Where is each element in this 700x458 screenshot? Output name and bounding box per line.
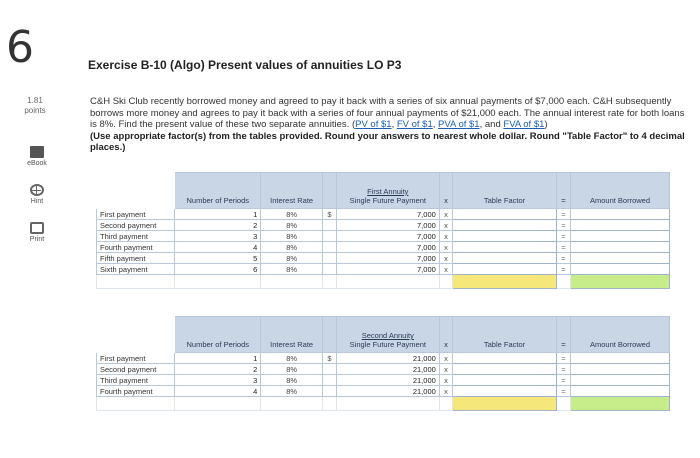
- row-multiply: x: [439, 375, 452, 386]
- total-blank: [336, 275, 439, 289]
- total-blank: [97, 397, 175, 411]
- row-rate: 8%: [261, 242, 323, 253]
- amount-borrowed-input[interactable]: [571, 253, 670, 264]
- col-payment: [336, 317, 439, 353]
- col-x: x: [439, 317, 452, 353]
- table-row: [97, 264, 670, 275]
- row-rate: 8%: [261, 209, 323, 220]
- row-dollar: [323, 264, 337, 275]
- table-factor-input[interactable]: [453, 242, 557, 253]
- row-multiply: x: [439, 242, 452, 253]
- print-button[interactable]: [22, 222, 52, 243]
- sep: ,: [391, 119, 397, 130]
- table-factor-input[interactable]: [453, 375, 557, 386]
- table-row: [97, 375, 670, 386]
- first-annuity-table: [96, 172, 670, 289]
- total-blank: [175, 397, 261, 411]
- annuity-title: Second Annuity: [361, 331, 414, 340]
- sep: ,: [432, 119, 439, 130]
- total-blank: [336, 397, 439, 411]
- row-equals: =: [556, 375, 570, 386]
- ebook-button[interactable]: [22, 146, 52, 167]
- book-icon: [30, 146, 44, 158]
- row-rate: 8%: [261, 220, 323, 231]
- amount-borrowed-input[interactable]: [571, 264, 670, 275]
- row-payment: 7,000: [336, 220, 439, 231]
- points-info: [22, 96, 48, 116]
- total-factor-input[interactable]: [453, 397, 557, 411]
- question-number: 6: [6, 22, 34, 73]
- row-label: Second payment: [97, 364, 175, 375]
- lifebuoy-icon: [30, 184, 44, 196]
- row-periods: 1: [175, 209, 261, 220]
- row-multiply: x: [439, 364, 452, 375]
- total-factor-input[interactable]: [453, 275, 557, 289]
- amount-borrowed-input[interactable]: [571, 375, 670, 386]
- paren-open: (: [351, 119, 356, 130]
- link-fva-of-1[interactable]: FVA of $1: [503, 119, 545, 130]
- total-blank: [323, 275, 337, 289]
- row-rate: 8%: [261, 231, 323, 242]
- dollar-col-header: [323, 173, 337, 209]
- annuity-title: First Annuity: [367, 187, 409, 196]
- row-multiply: x: [439, 264, 452, 275]
- table-row: [97, 231, 670, 242]
- col-rate: Interest Rate: [261, 317, 323, 353]
- row-label: Sixth payment: [97, 264, 175, 275]
- row-rate: 8%: [261, 264, 323, 275]
- dollar-col-header: [323, 317, 337, 353]
- col-payment: [336, 173, 439, 209]
- row-payment: 7,000: [336, 231, 439, 242]
- print-label: Print: [29, 236, 45, 243]
- instructions: (Use appropriate factor(s) from the tables provided. Round your answers to nearest whole dollar. Round "Table Factor" to 4 decimal places.): [90, 130, 685, 153]
- col-eq: =: [556, 317, 570, 353]
- amount-borrowed-input[interactable]: [571, 220, 670, 231]
- sep: , and: [479, 119, 504, 130]
- row-equals: =: [556, 353, 570, 364]
- points-value: 1.81: [27, 96, 43, 105]
- row-rate: 8%: [261, 353, 323, 364]
- points-label: points: [24, 106, 46, 115]
- row-periods: 6: [175, 264, 261, 275]
- amount-borrowed-input[interactable]: [571, 386, 670, 397]
- row-equals: =: [556, 209, 570, 220]
- total-amount-input[interactable]: [571, 275, 670, 289]
- row-dollar: [323, 242, 337, 253]
- total-blank: [261, 275, 323, 289]
- row-dollar: $: [323, 209, 337, 220]
- row-label: Fourth payment: [97, 386, 175, 397]
- table-row: [97, 220, 670, 231]
- row-equals: =: [556, 386, 570, 397]
- row-periods: 2: [175, 220, 261, 231]
- row-dollar: [323, 375, 337, 386]
- row-label: Fourth payment: [97, 242, 175, 253]
- hint-label: Hint: [30, 198, 44, 205]
- row-dollar: [323, 231, 337, 242]
- row-periods: 3: [175, 231, 261, 242]
- row-label: Third payment: [97, 375, 175, 386]
- amount-borrowed-input[interactable]: [571, 209, 670, 220]
- row-periods: 3: [175, 375, 261, 386]
- amount-borrowed-input[interactable]: [571, 353, 670, 364]
- table-factor-input[interactable]: [453, 220, 557, 231]
- row-multiply: x: [439, 220, 452, 231]
- col-payment-label: Single Future Payment: [349, 196, 426, 205]
- hint-button[interactable]: [22, 184, 52, 205]
- total-blank: [556, 275, 570, 289]
- table-factor-input[interactable]: [453, 209, 557, 220]
- row-periods: 4: [175, 242, 261, 253]
- row-label: Third payment: [97, 231, 175, 242]
- row-equals: =: [556, 264, 570, 275]
- col-factor: Table Factor: [453, 317, 557, 353]
- total-blank: [97, 275, 175, 289]
- total-blank: [323, 397, 337, 411]
- row-label: Fifth payment: [97, 253, 175, 264]
- table-row: [97, 353, 670, 364]
- problem-statement: [90, 96, 690, 154]
- total-blank: [439, 397, 452, 411]
- row-payment: 21,000: [336, 353, 439, 364]
- amount-borrowed-input[interactable]: [571, 231, 670, 242]
- row-payment: 7,000: [336, 242, 439, 253]
- link-pv-of-1[interactable]: PV of $1: [355, 119, 392, 130]
- table-row: [97, 253, 670, 264]
- row-dollar: [323, 364, 337, 375]
- col-x: x: [439, 173, 452, 209]
- col-amount: Amount Borrowed: [571, 317, 670, 353]
- paren-close: ): [544, 119, 548, 130]
- row-periods: 2: [175, 364, 261, 375]
- table-factor-input[interactable]: [453, 264, 557, 275]
- table-factor-input[interactable]: [453, 353, 557, 364]
- row-dollar: [323, 253, 337, 264]
- row-payment: 7,000: [336, 253, 439, 264]
- row-multiply: x: [439, 231, 452, 242]
- col-rate: Interest Rate: [261, 173, 323, 209]
- col-periods: Number of Periods: [175, 317, 261, 353]
- row-periods: 5: [175, 253, 261, 264]
- table-row: [97, 364, 670, 375]
- col-payment-label: Single Future Payment: [349, 340, 426, 349]
- table-row: [97, 242, 670, 253]
- total-blank: [261, 397, 323, 411]
- col-factor: Table Factor: [453, 173, 557, 209]
- row-multiply: x: [439, 386, 452, 397]
- col-periods: Number of Periods: [175, 173, 261, 209]
- row-equals: =: [556, 220, 570, 231]
- row-label: First payment: [97, 353, 175, 364]
- printer-icon: [30, 222, 44, 234]
- row-payment: 7,000: [336, 264, 439, 275]
- row-rate: 8%: [261, 386, 323, 397]
- total-blank: [439, 275, 452, 289]
- row-payment: 7,000: [336, 209, 439, 220]
- table-row: [97, 386, 670, 397]
- total-blank: [556, 397, 570, 411]
- table-factor-input[interactable]: [453, 386, 557, 397]
- row-dollar: $: [323, 353, 337, 364]
- problem-text: C&H Ski Club recently borrowed money and agreed to pay it back with a series of six annual payments of $7,000 each. C&H subsequently borrows more money and agrees to pay it back with a series of four annual payments of $21,000 each. The annual interest rate for both loans is 8%. Find the present value of these two separate annuities.: [90, 96, 685, 130]
- row-rate: 8%: [261, 375, 323, 386]
- row-dollar: [323, 220, 337, 231]
- blank-header: [97, 317, 175, 353]
- blank-header: [97, 173, 175, 209]
- row-rate: 8%: [261, 364, 323, 375]
- row-multiply: x: [439, 253, 452, 264]
- row-payment: 21,000: [336, 386, 439, 397]
- row-multiply: x: [439, 209, 452, 220]
- row-equals: =: [556, 364, 570, 375]
- total-blank: [175, 275, 261, 289]
- exercise-title: Exercise B-10 (Algo) Present values of annuities LO P3: [88, 58, 402, 72]
- col-eq: =: [556, 173, 570, 209]
- ebook-label: eBook: [27, 160, 47, 167]
- row-label: Second payment: [97, 220, 175, 231]
- row-payment: 21,000: [336, 375, 439, 386]
- amount-borrowed-input[interactable]: [571, 364, 670, 375]
- table-row: [97, 209, 670, 220]
- row-periods: 1: [175, 353, 261, 364]
- row-multiply: x: [439, 353, 452, 364]
- row-equals: =: [556, 253, 570, 264]
- second-annuity-table: [96, 316, 670, 411]
- link-fv-of-1[interactable]: FV of $1: [396, 119, 433, 130]
- table-factor-input[interactable]: [453, 231, 557, 242]
- table-factor-input[interactable]: [453, 364, 557, 375]
- row-equals: =: [556, 231, 570, 242]
- col-amount: Amount Borrowed: [571, 173, 670, 209]
- table-factor-input[interactable]: [453, 253, 557, 264]
- row-periods: 4: [175, 386, 261, 397]
- total-amount-input[interactable]: [571, 397, 670, 411]
- row-payment: 21,000: [336, 364, 439, 375]
- row-rate: 8%: [261, 253, 323, 264]
- link-pva-of-1[interactable]: PVA of $1: [438, 119, 480, 130]
- row-dollar: [323, 386, 337, 397]
- row-label: First payment: [97, 209, 175, 220]
- amount-borrowed-input[interactable]: [571, 242, 670, 253]
- row-equals: =: [556, 242, 570, 253]
